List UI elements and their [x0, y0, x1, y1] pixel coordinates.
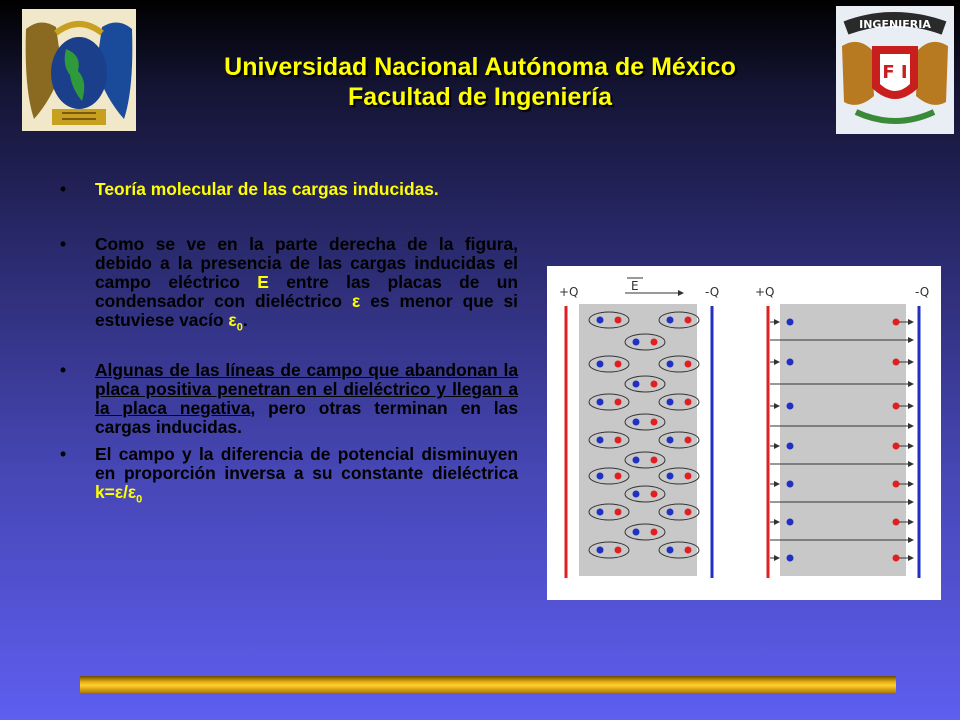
charge-dot [615, 509, 622, 516]
charge-dot [651, 419, 658, 426]
charge-dot [651, 457, 658, 464]
charge-dot [615, 399, 622, 406]
bullet-dot: • [60, 179, 67, 199]
induced-charge-dot [893, 319, 900, 326]
page-header [150, 52, 810, 112]
charge-dot [667, 473, 674, 480]
charge-dot [667, 399, 674, 406]
charge-dot [685, 509, 692, 516]
fi-logo-text: INGENIERIA [859, 18, 931, 31]
epsilon-symbol: ε [351, 291, 361, 311]
bullet-item [58, 444, 518, 506]
charge-dot [633, 491, 640, 498]
charge-dot [651, 491, 658, 498]
charge-dot [633, 339, 640, 346]
left-minus-label: -Q [705, 285, 720, 299]
bullet-item [58, 180, 518, 199]
induced-charge-dot [893, 359, 900, 366]
bullet-text: Como se ve en la parte derecha de la figura, debido a la presencia de las cargas inducidas el campo eléctrico [95, 234, 518, 292]
charge-dot [667, 547, 674, 554]
charge-dot [685, 361, 692, 368]
right-plus-label: +Q [755, 285, 775, 299]
charge-dot [597, 399, 604, 406]
right-minus-label: -Q [915, 285, 930, 299]
bullet-text: El campo y la diferencia de potencial disminuyen en proporción inversa a su constante dieléctrica [95, 444, 518, 483]
left-plus-label: +Q [559, 285, 579, 299]
charge-dot [633, 529, 640, 536]
university-title: Universidad Nacional Autónoma de México [224, 53, 736, 81]
unam-seal-logo [22, 9, 136, 131]
bullet-text: entre las placas de un condensador con dieléctrico [95, 272, 518, 311]
footer-bar [80, 676, 896, 693]
bullet-text: es menor que si estuviese vacío [95, 291, 518, 330]
charge-dot [651, 381, 658, 388]
field-symbol: E [257, 272, 269, 292]
charge-dot [597, 317, 604, 324]
induced-charge-dot [893, 481, 900, 488]
charge-dot [685, 437, 692, 444]
charge-dot [597, 547, 604, 554]
epsilon-zero-symbol: $\varepsilon_0$ [228, 310, 243, 334]
charge-dot [651, 339, 658, 346]
bullet-text: , pero otras terminan en las cargas inducidas. [95, 398, 518, 437]
induced-charge-dot [893, 555, 900, 562]
charge-dot [615, 473, 622, 480]
induced-charge-dot [787, 359, 794, 366]
facultad-ingenieria-logo [836, 6, 954, 134]
charge-dot [667, 317, 674, 324]
charge-dot [667, 361, 674, 368]
charge-dot [651, 529, 658, 536]
charge-dot [597, 437, 604, 444]
charge-dot [685, 547, 692, 554]
charge-dot [685, 473, 692, 480]
induced-charge-dot [893, 403, 900, 410]
induced-charge-dot [787, 443, 794, 450]
charge-dot [685, 317, 692, 324]
bullet-dot: • [60, 360, 67, 380]
charge-dot [633, 419, 640, 426]
charge-dot [667, 509, 674, 516]
bullet-dot: • [60, 444, 67, 464]
induced-charge-dot [787, 319, 794, 326]
bullet-item [58, 234, 518, 334]
induced-charge-dot [787, 403, 794, 410]
bullet-dot: • [60, 234, 67, 254]
charge-dot [667, 437, 674, 444]
field-label: E [631, 279, 639, 293]
bullet-text: Teoría molecular de las cargas inducidas. [95, 179, 439, 199]
induced-charge-dot [893, 519, 900, 526]
bullet-text-underlined: Algunas de las líneas de campo que abandonan la placa positiva penetran en el dieléctrico y llegan a la placa negativa [95, 360, 518, 418]
charge-dot [615, 317, 622, 324]
induced-charge-dot [787, 555, 794, 562]
faculty-title: Facultad de Ingeniería [348, 83, 612, 111]
bullet-text: . [242, 310, 248, 330]
charge-dot [597, 361, 604, 368]
charge-dot [633, 381, 640, 388]
charge-dot [615, 361, 622, 368]
induced-charge-dot [893, 443, 900, 450]
charge-dot [615, 437, 622, 444]
charge-dot [597, 473, 604, 480]
bullet-list [58, 179, 518, 506]
bullet-item [58, 361, 518, 437]
capacitor-diagram [547, 266, 941, 600]
charge-dot [597, 509, 604, 516]
charge-dot [685, 399, 692, 406]
induced-charge-dot [787, 519, 794, 526]
dielectric-constant-formula: $k=\varepsilon/\varepsilon_0$ [95, 482, 143, 506]
charge-dot [615, 547, 622, 554]
induced-charge-dot [787, 481, 794, 488]
dielectric-slab [780, 304, 906, 576]
charge-dot [633, 457, 640, 464]
fi-logo-letters: F I [882, 62, 908, 83]
